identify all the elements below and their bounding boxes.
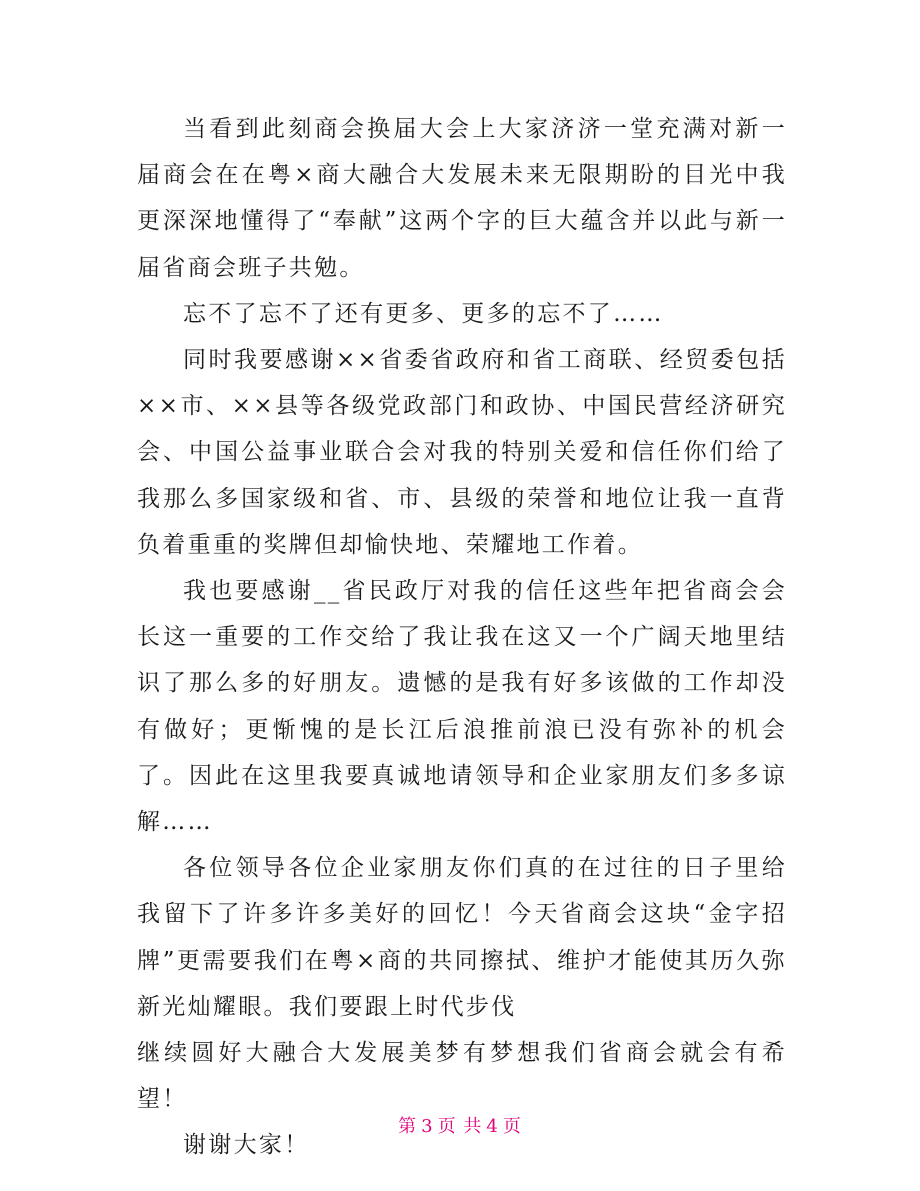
paragraph-2: 忘不了忘不了还有更多、更多的忘不了…… xyxy=(183,300,664,327)
document-body xyxy=(137,106,787,1169)
footer-middle: 页 共 xyxy=(437,1116,483,1137)
page-footer xyxy=(0,1112,920,1138)
paragraph-4: 我也要感谢__省民政厅对我的信任这些年把省商会会长这一重要的工作交给了我让我在这又一个广阔天地里结识了那么多的好朋友。遗憾的是我有好多该做的工作却没有做好；更惭愧的是长江后浪推前浪已没有弥补的机会了。因此在这里我要真诚地请领导和企业家朋友们多多谅解…… xyxy=(137,578,787,836)
paragraph-7: 谢谢大家！ xyxy=(183,1132,310,1159)
footer-current-page: 3 xyxy=(421,1116,434,1137)
paragraph-3: 同时我要感谢××省委省政府和省工商联、经贸委包括××市、××县等各级党政部门和政协、中国民营经济研究会、中国公益事业联合会对我的特别关爱和信任你们给了我那么多国家级和省、市、县级的荣誉和地位让我一直背负着重重的奖牌但却愉快地、荣耀地工作着。 xyxy=(137,347,787,558)
paragraph-5: 各位领导各位企业家朋友你们真的在过往的日子里给我留下了许多许多美好的回忆！今天省商会这块“金字招牌”更需要我们在粤×商的共同擦拭、维护才能使其历久弥新光灿耀眼。我们要跟上时代步伐 xyxy=(137,855,787,1020)
paragraph-1: 当看到此刻商会换届大会上大家济济一堂充满对新一届商会在在粤×商大融合大发展未来无限期盼的目光中我更深深地懂得了“奉献”这两个字的巨大蕴含并以此与新一届省商会班子共勉。 xyxy=(137,116,787,281)
footer-total-pages: 4 xyxy=(486,1116,499,1137)
footer-prefix: 第 xyxy=(398,1116,418,1137)
footer-suffix: 页 xyxy=(502,1116,522,1137)
paragraph-6: 继续圆好大融合大发展美梦有梦想我们省商会就会有希望！ xyxy=(137,1040,787,1113)
